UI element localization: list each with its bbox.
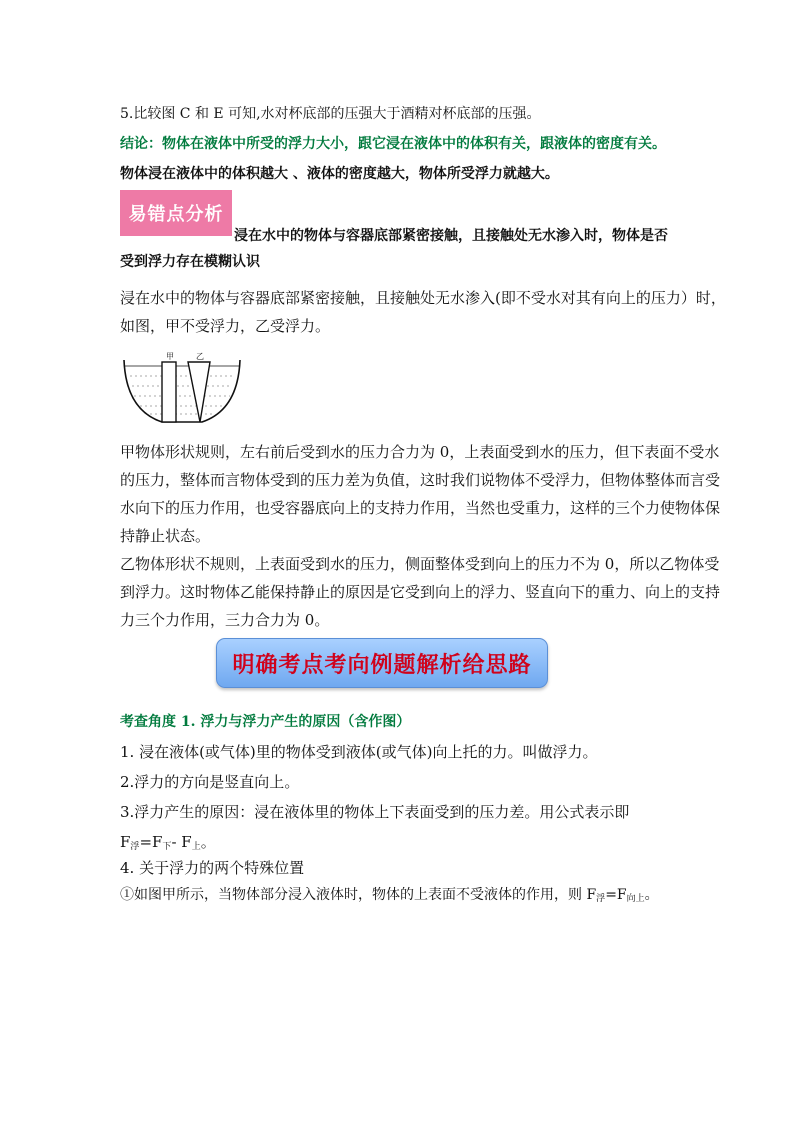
item-1: 1. 浸在液体(或气体)里的物体受到液体(或气体)向上托的力。叫做浮力。 [120, 743, 598, 761]
para-b-line-2: 到浮力。这时物体乙能保持静止的原因是它受到向上的浮力、竖直向下的重力、向上的支持 [120, 583, 721, 601]
intro-line-2: 如图，甲不受浮力，乙受浮力。 [120, 317, 331, 335]
item-2: 2.浮力的方向是竖直向上。 [120, 773, 300, 791]
section-banner: 明确考点考向例题解析给思路 [216, 638, 548, 688]
item-4a-mid: =F [605, 887, 627, 903]
error-title-line-2: 受到浮力存在模糊认识 [120, 254, 260, 270]
item-4a-pre: ①如图甲所示，当物体部分浸入液体时，物体的上表面不受液体的作用，则 F [120, 887, 597, 903]
error-title-line-1: 浸在水中的物体与容器底部紧密接触，且接触处无水渗入时，物体是否 [234, 228, 668, 244]
object-a-block [162, 362, 176, 422]
item-3: 3.浮力产生的原因：浸在液体里的物体上下表面受到的压力差。用公式表示即 [120, 803, 630, 821]
para-b-line-1: 乙物体形状不规则，上表面受到水的压力，侧面整体受到向上的压力不为 0，所以乙物体受 [120, 555, 720, 573]
formula-minus: - F [171, 833, 192, 851]
formula-sub-xia: 下 [162, 842, 172, 852]
formula-sub-shang: 上 [191, 842, 201, 852]
formula-eq: =F [139, 833, 163, 851]
item-4: 4. 关于浮力的两个特殊位置 [120, 859, 305, 877]
conclusion-line-2: 物体浸在液体中的体积越大 、液体的密度越大，物体所受浮力就越大。 [120, 166, 559, 182]
object-b-wedge [188, 362, 210, 422]
formula-sub-fu: 浮 [130, 842, 140, 852]
formula-end: 。 [200, 833, 216, 851]
para-a-line-4: 持静止状态。 [120, 527, 211, 545]
para-b-line-3: 力三个力作用，三力合力为 0。 [120, 611, 330, 629]
para-a-line-1: 甲物体形状规则，左右前后受到水的压力合力为 0，上表面受到水的压力，但下表面不受水 [120, 443, 720, 461]
text-line-5: 5.比较图 C 和 E 可知,水对杯底部的压强大于酒精对杯底部的压强。 [120, 106, 541, 122]
label-a: 甲 [166, 352, 174, 361]
formula-line [120, 830, 216, 859]
label-b: 乙 [196, 352, 204, 361]
item-4a-sub1: 浮 [596, 894, 606, 904]
para-a-line-2: 的压力，整体而言物体受到的压力差为负值，这时我们说物体不受浮力，但物体整体而言受 [120, 471, 721, 489]
para-a-line-3: 水向下的压力作用，也受容器底向上的支持力作用，当然也受重力，这样的三个力使物体保 [120, 499, 721, 517]
error-analysis-tag: 易错点分析 [120, 190, 232, 236]
item-4a [120, 884, 659, 910]
section-heading: 考查角度 1. 浮力与浮力产生的原因（含作图） [120, 714, 411, 730]
formula-f: F [120, 833, 131, 851]
item-4a-sub2: 向上 [626, 894, 645, 904]
item-4a-end: 。 [644, 887, 659, 903]
intro-line-1: 浸在水中的物体与容器底部紧密接触，且接触处无水渗入(即不受水对其有向上的压力）时， [120, 289, 726, 307]
container-figure [122, 352, 242, 426]
conclusion-line-1: 结论：物体在液体中所受的浮力大小，跟它浸在液体中的体积有关，跟液体的密度有关。 [120, 136, 666, 152]
